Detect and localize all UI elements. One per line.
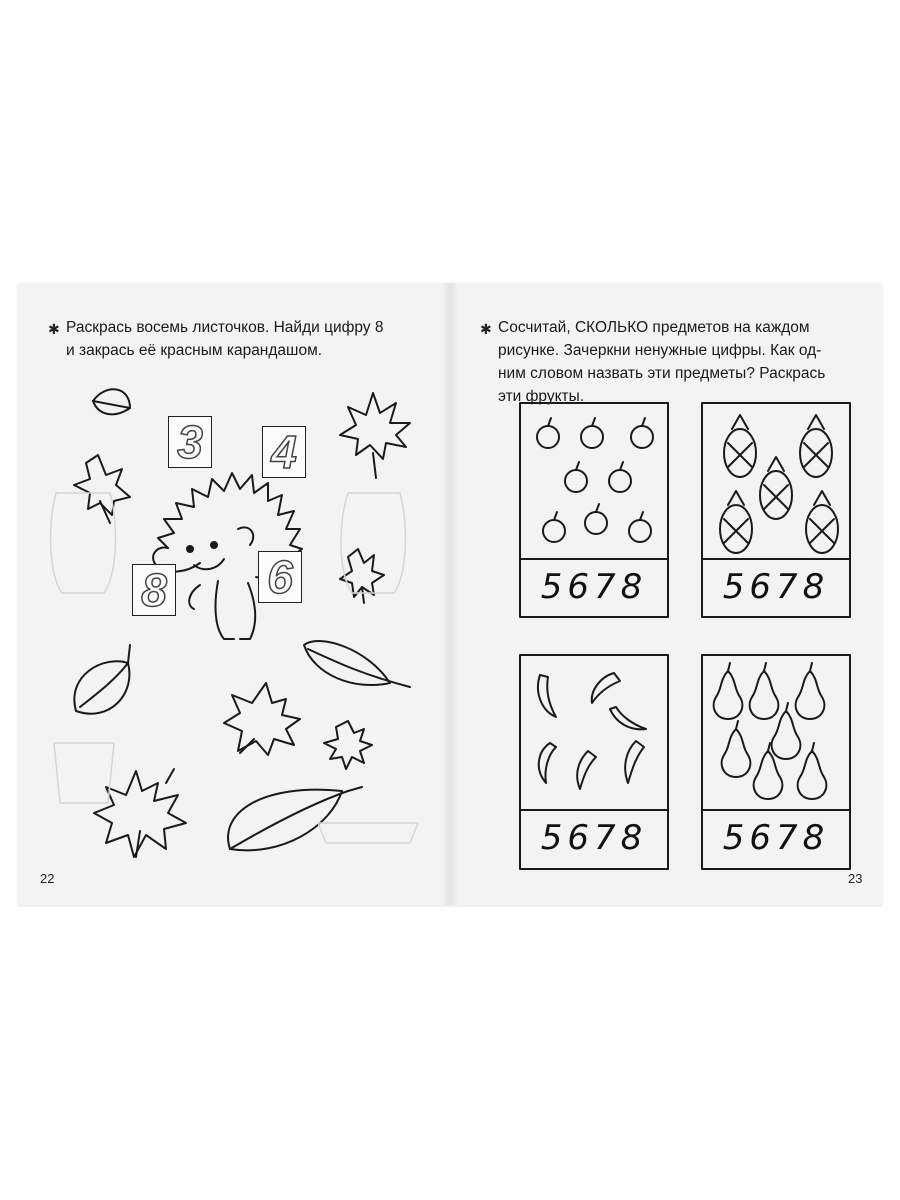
digit-box[interactable] bbox=[258, 551, 302, 603]
digit-box[interactable] bbox=[262, 426, 306, 478]
right-page bbox=[450, 283, 882, 905]
leaf-icon bbox=[93, 389, 130, 414]
leaf-icon bbox=[304, 641, 410, 687]
maple-leaf-icon bbox=[94, 769, 186, 857]
banana-icon bbox=[539, 743, 556, 783]
pear-icon bbox=[750, 663, 779, 719]
digit-box[interactable] bbox=[132, 564, 176, 616]
apple-icon bbox=[581, 418, 603, 448]
pear-icon bbox=[754, 743, 783, 799]
count-options[interactable]: 5678 bbox=[722, 818, 830, 858]
pear-icon bbox=[722, 721, 751, 777]
apple-icon bbox=[537, 418, 559, 448]
maple-leaf-icon bbox=[340, 549, 384, 603]
maple-leaf-icon bbox=[324, 721, 372, 769]
apple-icon bbox=[543, 512, 565, 542]
banana-icon bbox=[625, 741, 644, 783]
maple-leaf-icon bbox=[74, 455, 130, 523]
pineapple-icon bbox=[720, 491, 752, 553]
leaf-icon bbox=[228, 787, 362, 850]
banana-icon bbox=[592, 673, 620, 703]
pear-icon bbox=[796, 663, 825, 719]
count-options[interactable]: 5678 bbox=[722, 567, 830, 607]
page-number: 22 bbox=[40, 871, 55, 886]
maple-leaf-icon bbox=[340, 393, 410, 478]
apple-icon bbox=[629, 512, 651, 542]
digit-label: 8 bbox=[141, 564, 167, 616]
apple-icon bbox=[631, 418, 653, 448]
banana-icon bbox=[610, 707, 646, 729]
apple-icon bbox=[585, 504, 607, 534]
right-instruction: Сосчитай, СКОЛЬКО предметов на каждом рисунке. Зачеркни ненужные цифры. Как од- ним словом назвать эти предметы? Раскрась эти фрукты. bbox=[498, 319, 826, 405]
pineapple-icon bbox=[724, 415, 756, 477]
pear-icon bbox=[798, 743, 827, 799]
digit-box[interactable] bbox=[168, 416, 212, 468]
digit-label: 3 bbox=[177, 416, 203, 468]
banana-icon bbox=[577, 751, 596, 789]
apple-icon bbox=[609, 462, 631, 492]
left-page bbox=[18, 283, 450, 905]
apple-icon bbox=[565, 462, 587, 492]
pineapple-icon bbox=[760, 457, 792, 519]
pineapple-icon bbox=[806, 491, 838, 553]
leaf-icon bbox=[74, 645, 130, 714]
digit-label: 6 bbox=[267, 551, 293, 603]
maple-leaf-icon bbox=[224, 683, 300, 755]
left-instruction: Раскрась восемь листочков. Найди цифру 8 и закрась её красным карандашом. bbox=[66, 319, 384, 359]
star-bullet-icon: ✱ bbox=[480, 321, 492, 337]
pineapple-icon bbox=[800, 415, 832, 477]
digit-label: 4 bbox=[271, 426, 297, 478]
pear-icon bbox=[714, 663, 743, 719]
count-options[interactable]: 5678 bbox=[540, 567, 648, 607]
leaves-hedgehog-illustration bbox=[18, 283, 450, 905]
banana-icon bbox=[538, 675, 556, 717]
star-bullet-icon: ✱ bbox=[48, 321, 60, 337]
page-number: 23 bbox=[848, 871, 863, 886]
count-options[interactable]: 5678 bbox=[540, 818, 648, 858]
open-workbook bbox=[18, 283, 882, 905]
book-spine bbox=[442, 283, 458, 905]
